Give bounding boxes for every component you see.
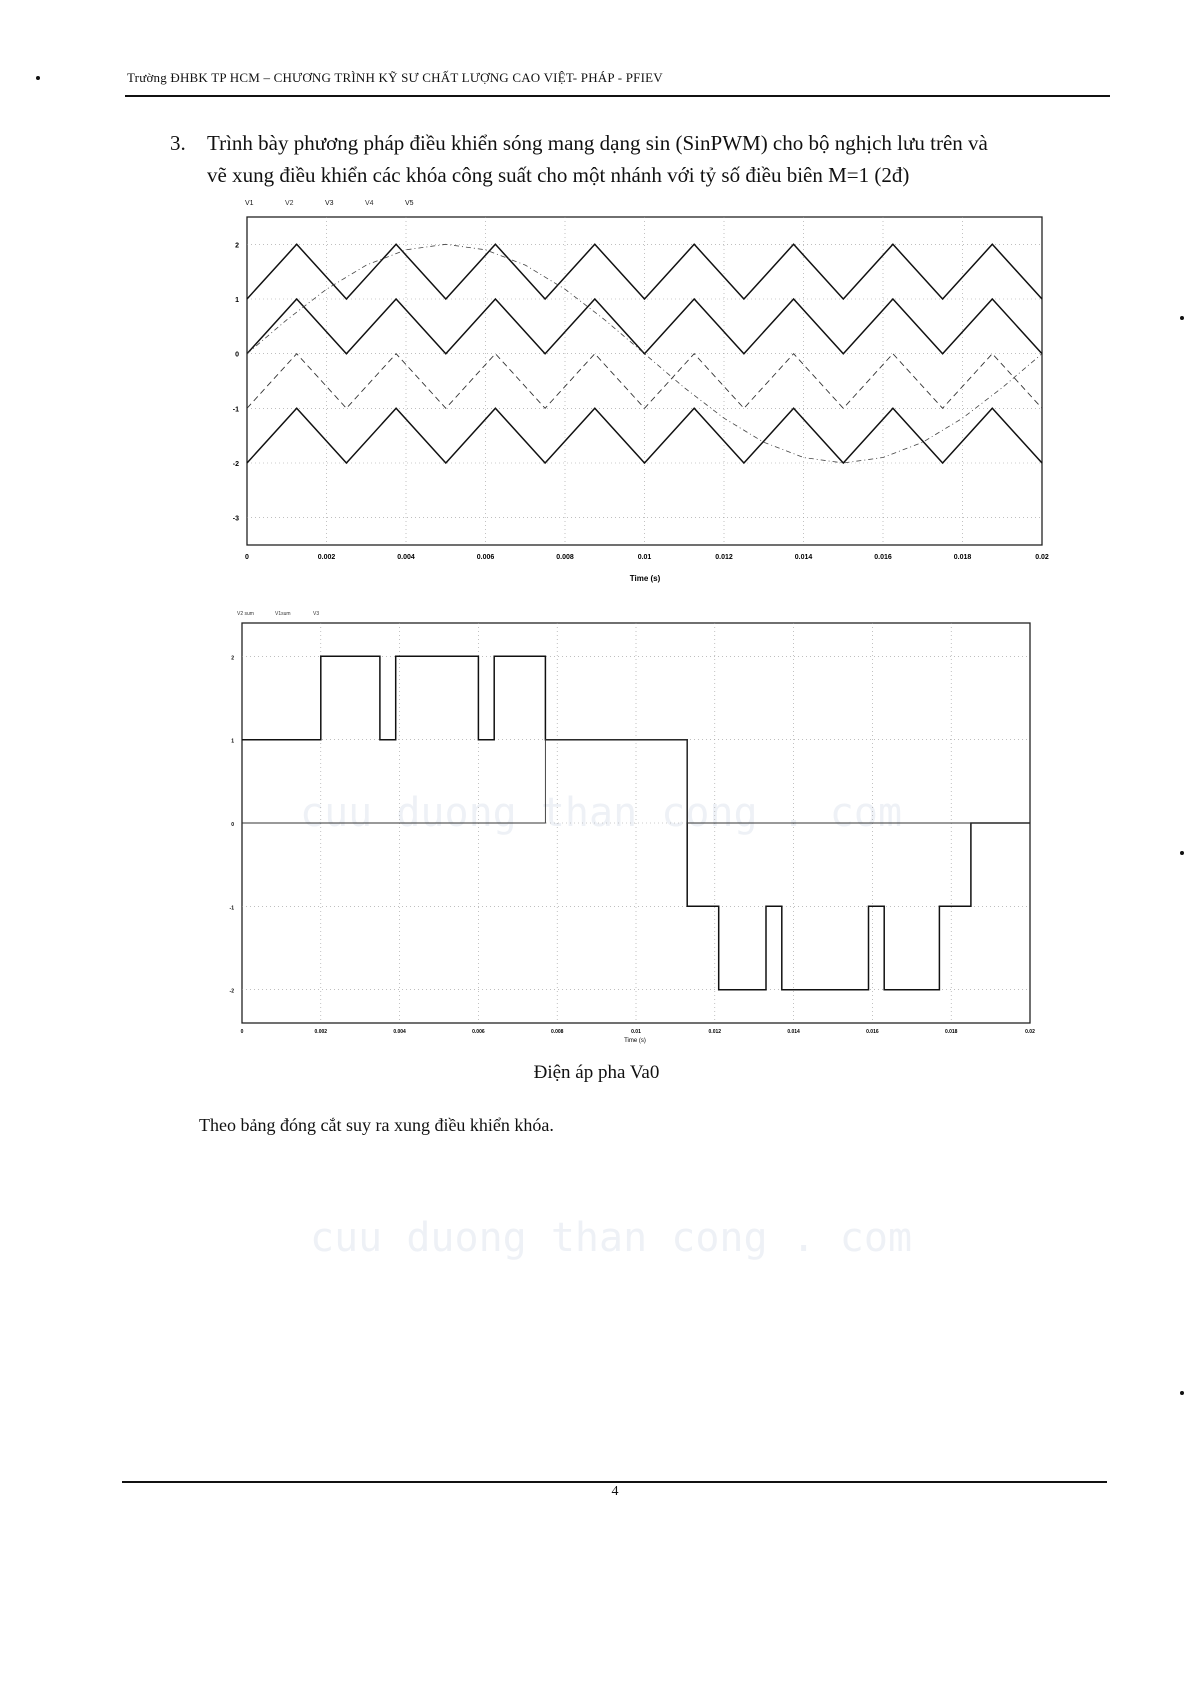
y-tick-label: 0 [235,351,239,359]
x-axis-label-1: Time (s) [629,574,661,583]
x-tick-label: 0.006 [476,554,495,561]
x-tick-label: 0.01 [631,1029,641,1035]
y-tick-label: 2 [231,655,234,662]
legend-entry: V5 [405,200,414,207]
watermark: cuu duong than cong . com [300,790,903,836]
series-line-va0-thin- [242,740,1030,823]
x-tick-label: 0.02 [1025,1029,1035,1035]
y-tick-label: -2 [229,988,234,995]
y-tick-label: 1 [235,297,239,304]
x-tick-label: 0.014 [787,1029,800,1035]
question-line-1: Trình bày phương pháp điều khiển sóng mang dạng sin (SinPWM) cho bộ nghịch lưu trên và [207,131,988,155]
legend-1 [245,200,414,207]
y-tick-label: -1 [229,905,234,912]
legend-entry: V1 [245,200,254,207]
legend-2 [237,611,319,617]
question-line-2: vẽ xung điều khiển các khóa công suất cho một nhánh với tỷ số điều biên M=1 (2đ) [207,163,910,187]
x-tick-label: 0.012 [715,554,733,561]
x-tick-label: 0.016 [874,554,892,561]
y-tick-label: 2 [235,242,239,250]
watermark: cuu duong than cong . com [310,1215,913,1261]
legend-entry: V2 sum [237,611,254,617]
y-tick-label: 1 [231,738,234,745]
x-tick-label: 0.002 [314,1029,328,1035]
margin-dot [1180,1391,1184,1395]
phase-voltage-chart [225,605,1055,1045]
margin-dot [36,76,40,80]
carrier-sine-chart [225,195,1055,590]
y-ticks-1 [233,242,239,522]
series-line-v4 [247,408,1042,463]
x-tick-label: 0 [240,1029,244,1035]
y-tick-label: -3 [232,515,239,523]
page-header: Trường ĐHBK TP HCM – CHƯƠNG TRÌNH KỸ SƯ CHẤT LƯỢNG CAO VIỆT- PHÁP - PFIEV [127,70,663,85]
x-tick-label: 0.014 [794,554,813,561]
x-tick-label: 0.018 [944,1029,958,1035]
legend-entry: V3 [325,200,334,207]
x-tick-label: 0.012 [708,1029,722,1035]
legend-entry: V4 [365,200,374,207]
margin-dot [1180,316,1184,320]
x-tick-label: 0.016 [866,1029,879,1035]
question-number: 3. [170,131,186,155]
body-text: Theo bảng đóng cắt suy ra xung điều khiển khóa. [199,1115,554,1135]
legend-entry: V3 [313,611,320,617]
figure-caption: Điện áp pha Va0 [533,1062,660,1083]
page-number: 4 [611,1484,619,1499]
x-tick-label: 0.008 [556,554,574,561]
margin-dot [1180,851,1184,855]
x-axis-label-2: Time (s) [624,1038,646,1044]
x-ticks-1 [245,554,1049,561]
x-tick-label: 0 [245,554,249,561]
y-ticks-2 [230,655,235,994]
y-tick-label: -2 [232,461,239,468]
x-tick-label: 0.02 [1035,554,1049,561]
y-tick-label: -1 [232,406,239,414]
x-tick-label: 0.018 [953,554,972,561]
x-tick-label: 0.004 [393,1029,406,1035]
y-tick-label: 0 [231,822,234,828]
grid-1 [247,217,1042,545]
footer-rule [122,1481,1107,1483]
x-tick-label: 0.002 [317,554,336,561]
legend-entry: V2 [285,200,294,207]
x-tick-label: 0.004 [397,554,415,561]
series-line-v1 [247,244,1042,299]
x-tick-label: 0.01 [637,554,652,561]
legend-entry: V1sum [275,611,291,617]
x-tick-label: 0.008 [550,1029,564,1035]
x-tick-label: 0.006 [472,1029,485,1035]
x-ticks-2 [241,1029,1035,1035]
header-rule [125,95,1110,97]
